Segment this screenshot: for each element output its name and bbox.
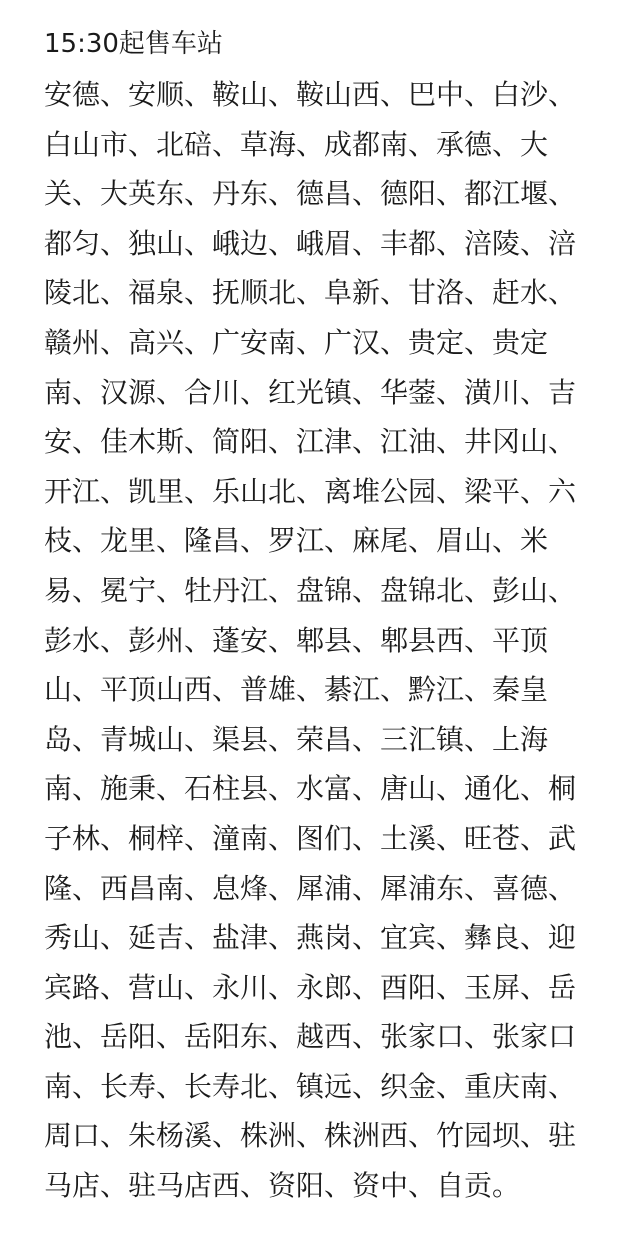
station-list-line: 关、大英东、丹东、德昌、德阳、都江堰、 [44, 177, 577, 211]
station-list-line: 陵北、福泉、抚顺北、阜新、甘洛、赶水、 [44, 276, 577, 310]
station-list-line: 枝、龙里、隆昌、罗江、麻尾、眉山、米 [44, 524, 549, 558]
station-list-line: 南、施秉、石柱县、水富、唐山、通化、桐 [44, 772, 577, 806]
station-list-line: 周口、朱杨溪、株洲、株洲西、竹园坝、驻 [44, 1119, 577, 1153]
station-list-line: 宾路、营山、永川、永郎、酉阳、玉屏、岳 [44, 970, 577, 1004]
station-list [44, 70, 640, 1211]
station-list-line: 都匀、独山、峨边、峨眉、丰都、涪陵、涪 [44, 226, 577, 260]
station-list-line: 秀山、延吉、盐津、燕岗、宜宾、彝良、迎 [44, 921, 577, 955]
station-list-line: 安德、安顺、鞍山、鞍山西、巴中、白沙、 [44, 78, 577, 111]
station-list-line: 山、平顶山西、普雄、綦江、黔江、秦皇 [44, 673, 549, 707]
station-list-line: 马店、驻马店西、资阳、资中、自贡。 [44, 1169, 521, 1203]
station-list-line: 南、汉源、合川、红光镇、华蓥、潢川、吉 [44, 375, 577, 409]
station-list-line: 白山市、北碚、草海、成都南、承德、大 [44, 127, 549, 161]
station-list-line: 子林、桐梓、潼南、图们、土溪、旺苍、武 [44, 821, 577, 855]
station-list-line: 易、冕宁、牡丹江、盘锦、盘锦北、彭山、 [44, 573, 577, 607]
station-list-line: 岛、青城山、渠县、荣昌、三汇镇、上海 [44, 722, 549, 756]
station-list-line: 隆、西昌南、息烽、犀浦、犀浦东、喜德、 [44, 871, 577, 905]
station-list-line: 开江、凯里、乐山北、离堆公园、梁平、六 [44, 474, 577, 508]
station-list-line: 彭水、彭州、蓬安、郫县、郫县西、平顶 [44, 623, 549, 657]
page-title: 15:30起售车站 [44, 29, 223, 59]
station-list-line: 安、佳木斯、简阳、江津、江油、井冈山、 [44, 425, 577, 459]
station-list-line: 池、岳阳、岳阳东、越西、张家口、张家口 [44, 1020, 577, 1054]
station-list-line: 南、长寿、长寿北、镇远、织金、重庆南、 [44, 1069, 577, 1103]
station-list-line: 赣州、高兴、广安南、广汉、贵定、贵定 [44, 325, 549, 359]
